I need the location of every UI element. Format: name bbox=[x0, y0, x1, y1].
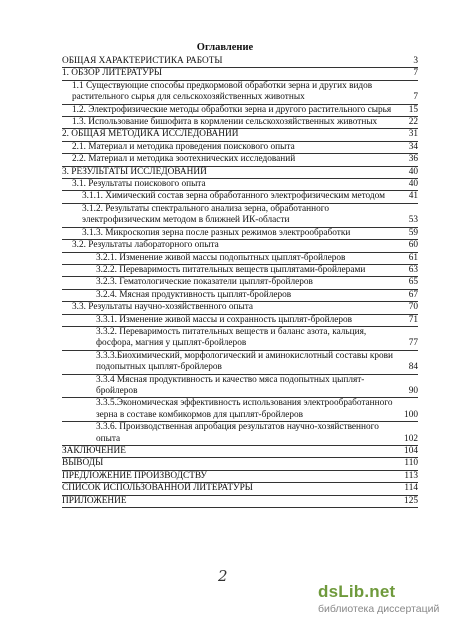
toc-entry-text: ОБЩАЯ ХАРАКТЕРИСТИКА РАБОТЫ bbox=[62, 56, 223, 66]
toc-entry-text: 3.3.1. Изменение живой массы и сохранность цыплят-бройлеров bbox=[96, 314, 353, 325]
toc-entry-text: 2.2. Материал и методика зоотехнических исследований bbox=[72, 154, 296, 165]
page-number: 2 bbox=[218, 567, 228, 585]
toc-entry[interactable] bbox=[62, 228, 418, 240]
toc-entry[interactable] bbox=[62, 68, 418, 80]
toc-entry-text: 3. РЕЗУЛЬТАТЫ ИССЛЕДОВАНИЙ bbox=[62, 166, 207, 177]
toc-entry-text: ПРИЛОЖЕНИЕ bbox=[62, 495, 127, 506]
toc-entry[interactable] bbox=[62, 204, 418, 228]
toc-entry[interactable] bbox=[62, 105, 418, 117]
toc-entry-text: 3.1. Результаты поискового опыта bbox=[72, 179, 206, 190]
toc-entry-text: ЗАКЛЮЧЕНИЕ bbox=[62, 446, 126, 456]
toc-entry-page: 53 bbox=[408, 215, 418, 226]
toc-entry-text: 3.1.3. Микроскопия зерна после разных режимов электрообработки bbox=[82, 227, 351, 238]
toc-entry-text: 3.2.4. Мясная продуктивность цыплят-бройлеров bbox=[96, 289, 292, 300]
toc-entry-page: 31 bbox=[408, 129, 418, 140]
toc-entry-text: ПРЕДЛОЖЕНИЕ ПРОИЗВОДСТВУ bbox=[62, 470, 207, 481]
watermark[interactable] bbox=[318, 582, 450, 620]
toc-entry[interactable] bbox=[62, 81, 418, 105]
toc-entry-page: 36 bbox=[408, 154, 418, 165]
toc-entry-page: 102 bbox=[404, 433, 418, 444]
toc-entry-page: 3 bbox=[413, 56, 418, 66]
toc-entry-text: 3.2. Результаты лабораторного опыта bbox=[72, 240, 219, 251]
toc-entry-page: 65 bbox=[408, 277, 418, 288]
toc-entry-page: 61 bbox=[408, 252, 418, 263]
toc-entry-text: 1. ОБЗОР ЛИТЕРАТУРЫ bbox=[62, 68, 163, 79]
toc-entry-page: 40 bbox=[408, 166, 418, 177]
toc-entry-page: 7 bbox=[413, 68, 418, 79]
toc-entry-text: 3.3.4 Мясная продуктивность и качество мяса подопытных цыплят-бройлеров bbox=[96, 374, 365, 396]
watermark-logo: dsLib.net bbox=[318, 582, 396, 601]
toc-entry-text: 2.1. Материал и методика проведения поискового опыта bbox=[72, 141, 295, 152]
toc-entry-page: 22 bbox=[408, 117, 418, 128]
toc-entry[interactable] bbox=[62, 375, 418, 399]
toc-entry-page: 110 bbox=[404, 458, 418, 469]
toc-entry-text: 1.1 Существующие способы предкормовой обработки зерна и других видов растительного сырья для сельскохозяйственных животных bbox=[72, 80, 373, 103]
table-of-contents bbox=[62, 56, 418, 508]
toc-entry-page: 113 bbox=[404, 470, 418, 481]
toc-entry[interactable] bbox=[62, 446, 418, 458]
toc-entry[interactable] bbox=[62, 253, 418, 265]
toc-entry-page: 125 bbox=[404, 495, 418, 506]
toc-entry-text: 3.1.2. Результаты спектрального анализа зерна, обработанного электрофизическим методом в ближней ИК-области bbox=[82, 203, 329, 226]
toc-entry[interactable] bbox=[62, 315, 418, 327]
toc-entry-text: 1.3. Использование бишофита в кормлении сельскохозяйственных животных bbox=[72, 117, 378, 128]
toc-entry[interactable] bbox=[62, 56, 418, 68]
toc-entry-page: 77 bbox=[408, 338, 418, 349]
toc-entry[interactable] bbox=[62, 240, 418, 252]
toc-entry-text: 3.2.3. Гематологические показатели цыплят-бройлеров bbox=[96, 277, 313, 288]
toc-entry[interactable] bbox=[62, 142, 418, 154]
toc-entry-text: 3.3.2. Переваримость питательных веществ и баланс азота, кальция, фосфора, магния у цыплят-бройлеров bbox=[96, 326, 367, 349]
toc-entry[interactable] bbox=[62, 265, 418, 277]
toc-entry-text: СПИСОК ИСПОЛЬЗОВАННОЙ ЛИТЕРАТУРЫ bbox=[62, 483, 253, 494]
toc-entry-page: 63 bbox=[408, 264, 418, 275]
toc-entry-text: 3.1.1. Химический состав зерна обработанного электрофизическим методом bbox=[82, 191, 386, 202]
toc-entry-page: 41 bbox=[408, 191, 418, 202]
toc-entry[interactable] bbox=[62, 129, 418, 141]
toc-entry[interactable] bbox=[62, 398, 418, 422]
toc-entry-page: 114 bbox=[404, 483, 418, 494]
toc-entry-page: 34 bbox=[408, 141, 418, 152]
watermark-subtitle: библиотека диссертаций bbox=[318, 603, 440, 615]
toc-entry-page: 71 bbox=[408, 314, 418, 325]
toc-entry[interactable] bbox=[62, 458, 418, 470]
toc-entry[interactable] bbox=[62, 483, 418, 495]
toc-entry-page: 60 bbox=[408, 240, 418, 251]
toc-entry-page: 15 bbox=[408, 104, 418, 115]
toc-entry-text: 3.3. Результаты научно-хозяйственного опыта bbox=[72, 302, 254, 313]
toc-entry-page: 40 bbox=[408, 179, 418, 190]
toc-entry-text: 2. ОБЩАЯ МЕТОДИКА ИССЛЕДОВАНИЙ bbox=[62, 129, 239, 140]
toc-entry-text: 3.3.5.Экономическая эффективность использования электрообработанного зерна в составе комбикормов для цыплят-бройлеров bbox=[96, 398, 393, 420]
toc-entry[interactable] bbox=[62, 167, 418, 179]
toc-entry-text: 1.2. Электрофизические методы обработки зерна и другого растительного сырья bbox=[72, 104, 392, 115]
toc-entry-page: 59 bbox=[408, 227, 418, 238]
toc-entry[interactable] bbox=[62, 471, 418, 483]
toc-entry-text: 3.3.6. Производственная апробация результатов научно-хозяйственного опыта bbox=[96, 422, 379, 444]
toc-entry[interactable] bbox=[62, 179, 418, 191]
toc-entry[interactable] bbox=[62, 290, 418, 302]
toc-entry-text: 3.2.1. Изменение живой массы подопытных цыплят-бройлеров bbox=[96, 252, 346, 263]
toc-entry-text: 3.2.2. Переваримость питательных веществ цыплятами-бройлерами bbox=[96, 264, 366, 275]
toc-entry[interactable] bbox=[62, 327, 418, 351]
toc-entry-text: ВЫВОДЫ bbox=[62, 458, 104, 469]
toc-entry-page: 7 bbox=[413, 92, 418, 103]
toc-entry[interactable] bbox=[62, 302, 418, 314]
toc-entry-page: 67 bbox=[408, 289, 418, 300]
toc-entry-page: 100 bbox=[404, 409, 418, 420]
toc-entry-page: 104 bbox=[404, 446, 418, 456]
toc-entry-text: 3.3.3.Биохимический, морфологический и аминокислотный составы крови подопытных цыплят-бройлеров bbox=[96, 350, 394, 373]
toc-entry-page: 84 bbox=[408, 362, 418, 373]
toc-entry[interactable] bbox=[62, 154, 418, 166]
toc-entry-page: 70 bbox=[408, 302, 418, 313]
toc-entry[interactable] bbox=[62, 496, 418, 508]
toc-entry[interactable] bbox=[62, 191, 418, 203]
toc-entry[interactable] bbox=[62, 117, 418, 129]
toc-title: Оглавление bbox=[196, 42, 254, 53]
toc-entry[interactable] bbox=[62, 422, 418, 446]
toc-entry-page: 90 bbox=[408, 385, 418, 396]
toc-entry[interactable] bbox=[62, 277, 418, 289]
toc-entry[interactable] bbox=[62, 351, 418, 375]
